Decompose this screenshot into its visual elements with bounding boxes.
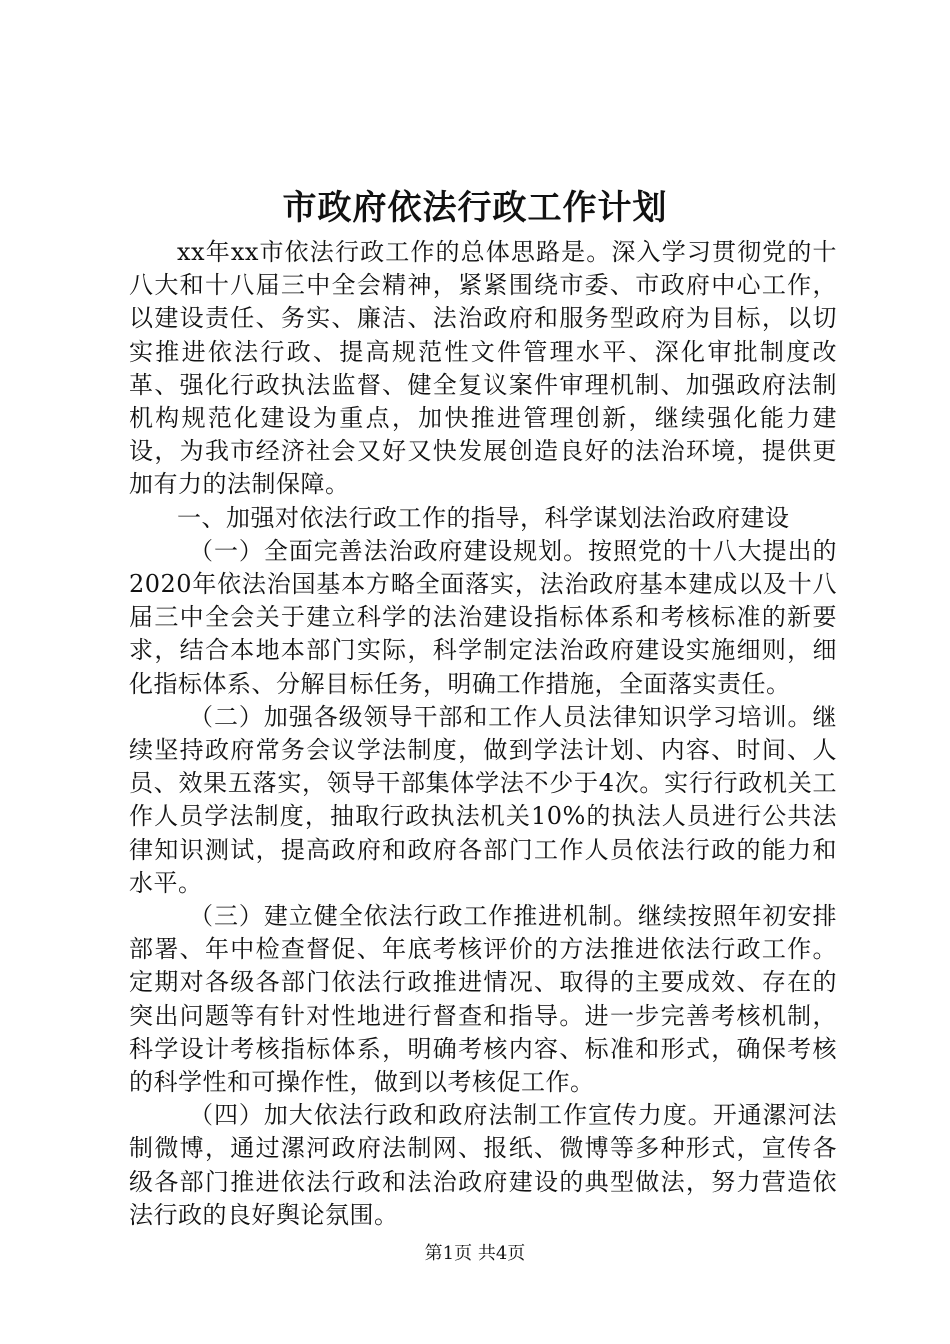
page-footer: 第1页 共4页 [424, 1243, 526, 1264]
section-heading: 一、加强对依法行政工作的指导，科学谋划法治政府建设 [177, 503, 790, 532]
document-title: 市政府依法行政工作计划 [282, 188, 668, 228]
item-paragraph-2: （二）加强各级领导干部和工作人员法律知识学习培训。继续坚持政府常务会议学法制度，做到学法计划、内容、时间、人员、效果五落实，领导干部集体学法不少于4次。实行行政机关工作人员学法制度，抽取行政执法机关10%的执法人员进行公共法律知识测试，提高政府和政府各部门工作人员依法行政的能力和水平。 [129, 702, 837, 897]
document-body [129, 236, 837, 1232]
item-paragraph-3: （三）建立健全依法行政工作推进机制。继续按照年初安排部署、年中检查督促、年底考核评价的方法推进依法行政工作。定期对各级各部门依法行政推进情况、取得的主要成效、存在的突出问题等有针对性地进行督查和指导。进一步完善考核机制，科学设计考核指标体系，明确考核内容、标准和形式，确保考核的科学性和可操作性，做到以考核促工作。 [129, 902, 837, 1097]
item-paragraph-4: （四）加大依法行政和政府法制工作宣传力度。开通漯河法制微博，通过漯河政府法制网、报纸、微博等多种形式，宣传各级各部门推进依法行政和法治政府建设的典型做法，努力营造依法行政的良好舆论氛围。 [129, 1101, 837, 1229]
intro-paragraph: xx年xx市依法行政工作的总体思路是。深入学习贯彻党的十八大和十八届三中全会精神，紧紧围绕市委、市政府中心工作，以建设责任、务实、廉洁、法治政府和服务型政府为目标，以切实推进依法行政、提高规范性文件管理水平、深化审批制度改革、强化行政执法监督、健全复议案件审理机制、加强政府法制机构规范化建设为重点，加快推进管理创新，继续强化能力建设，为我市经济社会又好又快发展创造良好的法治环境，提供更加有力的法制保障。 [129, 238, 837, 499]
item-paragraph-1: （一）全面完善法治政府建设规划。按照党的十八大提出的2020年依法治国基本方略全面落实，法治政府基本建成以及十八届三中全会关于建立科学的法治建设指标体系和考核标准的新要求，结合本地本部门实际，科学制定法治政府建设实施细则，细化指标体系、分解目标任务，明确工作措施，全面落实责任。 [129, 536, 837, 698]
